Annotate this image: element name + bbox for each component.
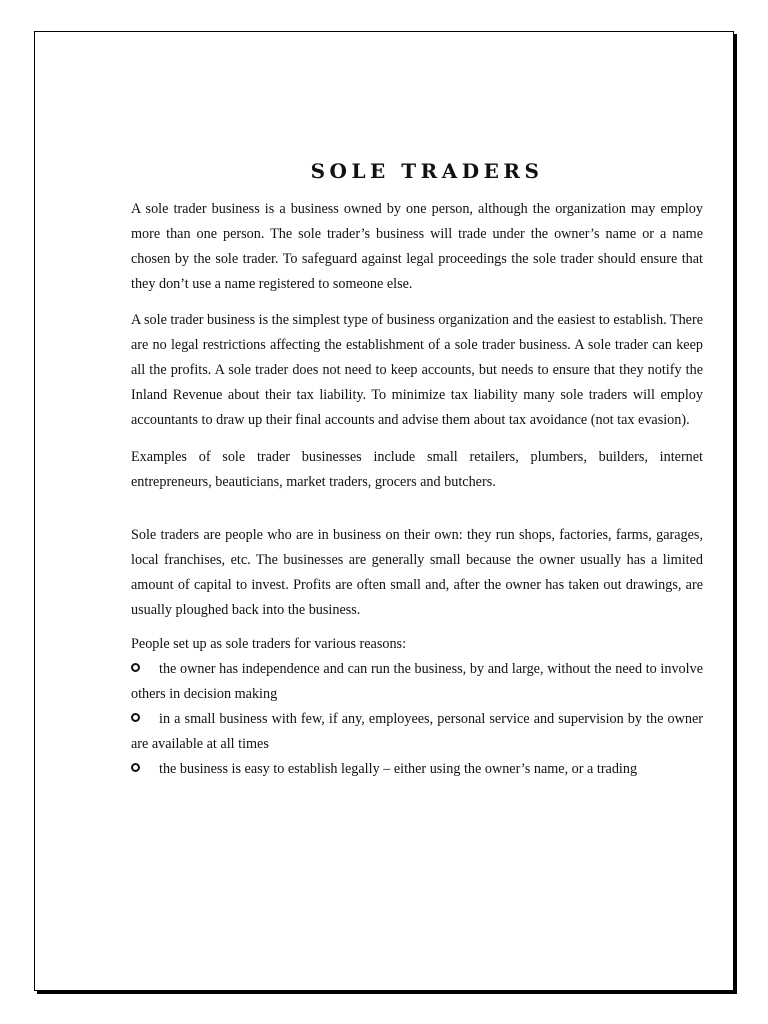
circle-bullet-icon [131,663,140,672]
paragraph: A sole trader business is the simplest type of business organization and the easiest to establish. There are no legal restrictions affecting the establishment of a sole trader business. A sole trader can keep all the profits. A sole trader does not need to keep accounts, but needs to ensure that they notify the Inland Revenue about their tax liability. To minimize tax liability many sole traders will employ accountants to draw up their final accounts and advise them about tax avoidance (not tax evasion). [131,312,703,428]
page-border-shadow-bottom [37,991,737,994]
list-item-text: the business is easy to establish legally – either using the owner’s name, or a trading [159,761,638,777]
list-item-text: in a small business with few, if any, employees, personal service and supervision by the owner are available at all times [131,711,703,752]
document-body [131,156,703,782]
page-title: SOLE TRADERS [310,159,544,183]
circle-bullet-icon [131,763,140,772]
paragraph: Examples of sole trader businesses include small retailers, plumbers, builders, internet entrepreneurs, beauticians, market traders, grocers and butchers. [131,449,703,490]
list-item [131,707,703,757]
circle-bullet-icon [131,713,140,722]
paragraph: People set up as sole traders for various reasons: [131,636,407,652]
paragraph: Sole traders are people who are in business on their own: they run shops, factories, farms, garages, local franchises, etc. The businesses are generally small because the owner usually has a limited amount of capital to invest. Profits are often small and, after the owner has taken out drawings, are usually ploughed back into the business. [131,527,703,618]
list-item [131,757,703,782]
list-item [131,657,703,707]
list-item-text: the owner has independence and can run the business, by and large, without the need to involve others in decision making [131,661,703,702]
page-border-shadow-right [734,34,737,994]
paragraph: A sole trader business is a business owned by one person, although the organization may employ more than one person. The sole trader’s business will trade under the owner’s name or a name chosen by the sole trader. To safeguard against legal proceedings the sole trader should ensure that they don’t use a name registered to someone else. [131,201,703,292]
